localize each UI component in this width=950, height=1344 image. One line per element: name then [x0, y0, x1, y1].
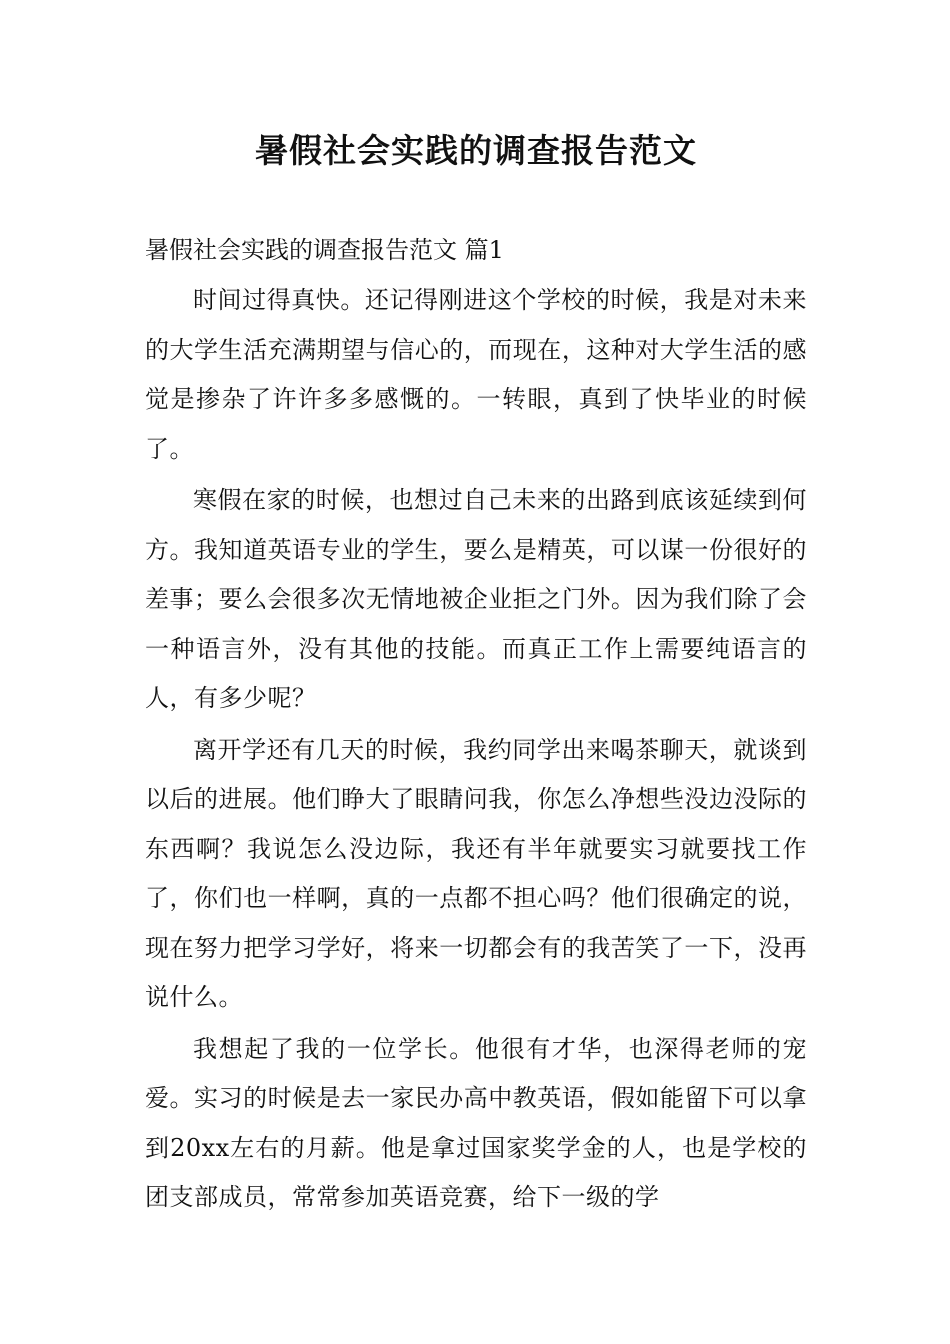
section-heading: 暑假社会实践的调查报告范文 篇1 [145, 236, 504, 264]
document-body [145, 276, 807, 1225]
document-title: 暑假社会实践的调查报告范文 [255, 131, 697, 170]
paragraph-4: 我想起了我的一位学长。他很有才华，也深得老师的宠爱。实习的时候是去一家民办高中教英语，假如能留下可以拿到20xx左右的月薪。他是拿过国家奖学金的人，也是学校的团支部成员，常常参加英语竞赛，给下一级的学 [145, 1034, 807, 1211]
paragraph-1: 时间过得真快。还记得刚进这个学校的时候，我是对未来的大学生活充满期望与信心的，而现在，这种对大学生活的感觉是掺杂了许许多多感慨的。一转眼，真到了快毕业的时候了。 [145, 286, 807, 463]
paragraph-2: 寒假在家的时候，也想过自己未来的出路到底该延续到何方。我知道英语专业的学生，要么是精英，可以谋一份很好的差事；要么会很多次无情地被企业拒之门外。因为我们除了会一种语言外，没有其他的技能。而真正工作上需要纯语言的人，有多少呢？ [145, 486, 807, 712]
paragraph-3: 离开学还有几天的时候，我约同学出来喝茶聊天，就谈到以后的进展。他们睁大了眼睛问我，你怎么净想些没边没际的东西啊？我说怎么没边际，我还有半年就要实习就要找工作了，你们也一样啊，真的一点都不担心吗？他们很确定的说，现在努力把学习学好，将来一切都会有的我苦笑了一下，没再说什么。 [145, 735, 807, 1011]
document-page [145, 0, 807, 1344]
